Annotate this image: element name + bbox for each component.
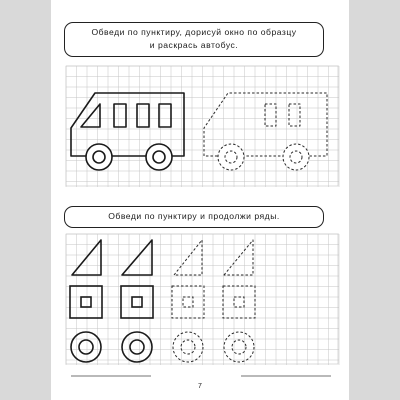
ring-dashed-1 — [173, 332, 203, 362]
bus-dashed-window-1 — [265, 104, 276, 126]
square-solid-2 — [121, 286, 153, 318]
instruction-2-text: Обведи по пунктиру и продолжи ряды. — [108, 211, 280, 221]
bus-front-window — [81, 104, 100, 127]
instruction-box-2 — [64, 206, 324, 228]
bus-dashed-wheel-front — [218, 144, 244, 170]
workbook-page — [51, 0, 349, 400]
bus-window-1 — [114, 104, 126, 127]
row-circles — [71, 332, 254, 362]
square-dashed-2-inner — [234, 297, 244, 307]
square-solid-2-inner — [132, 297, 142, 307]
ring-solid-1 — [71, 332, 101, 362]
ring-solid-1-inner — [79, 340, 93, 354]
instruction-1-line-2: и раскрась автобус. — [149, 40, 239, 50]
triangle-dashed-1 — [174, 240, 202, 275]
ring-dashed-1-inner — [181, 340, 195, 354]
instruction-1-line-1: Обведи по пунктиру, дорисуй окно по образцу — [91, 27, 297, 37]
worksheet-canvas — [51, 0, 349, 400]
square-solid-1-inner — [81, 297, 91, 307]
bus-window-2 — [137, 104, 149, 127]
ring-solid-2-inner — [130, 340, 144, 354]
ring-solid-2 — [122, 332, 152, 362]
square-dashed-2 — [223, 286, 255, 318]
bus-dashed-window-2 — [289, 104, 300, 126]
row-triangles — [72, 240, 253, 275]
triangle-dashed-2 — [224, 240, 253, 275]
bus-solid — [71, 93, 184, 170]
bus-window-3 — [159, 104, 171, 127]
page-number: 7 — [198, 383, 202, 390]
square-dashed-1-inner — [183, 297, 193, 307]
square-dashed-1 — [172, 286, 204, 318]
bus-dashed-wheel-rear — [283, 144, 309, 170]
bus-wheel-rear — [146, 144, 172, 170]
triangle-solid-2 — [122, 240, 152, 275]
instruction-box-1 — [64, 22, 324, 57]
square-solid-1 — [70, 286, 102, 318]
ring-dashed-2 — [224, 332, 254, 362]
bus-wheel-front — [86, 144, 112, 170]
